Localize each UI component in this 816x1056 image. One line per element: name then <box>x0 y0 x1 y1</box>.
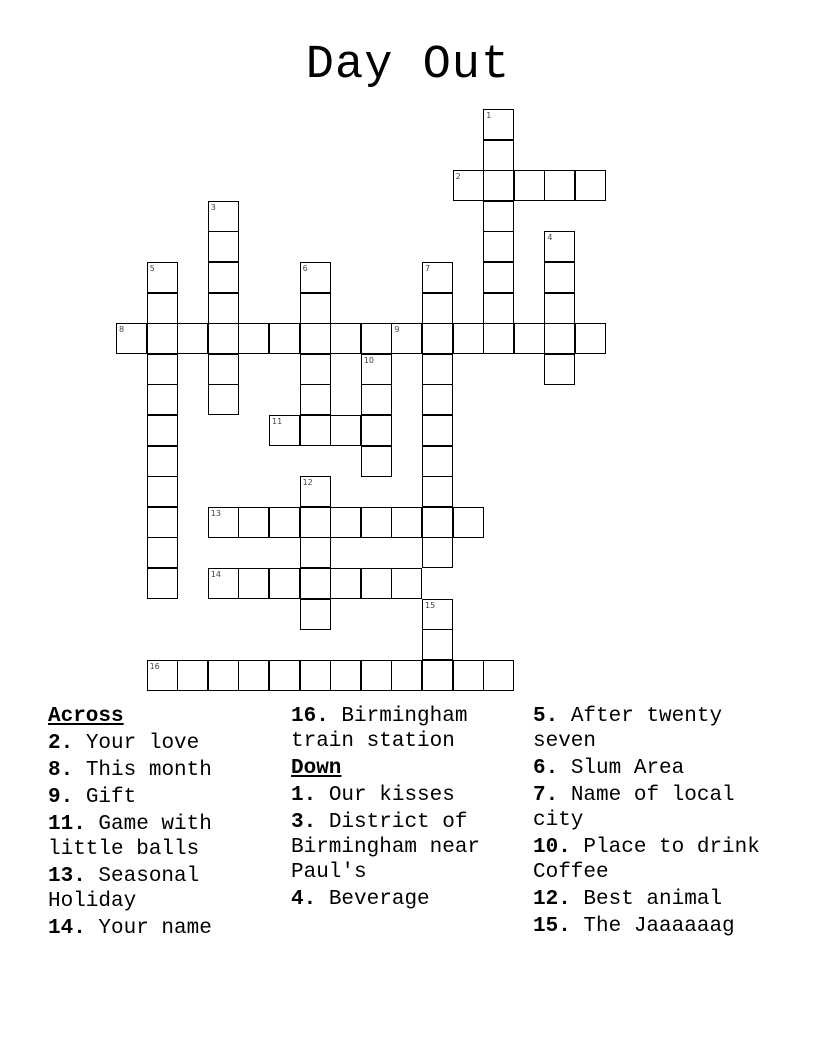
grid-cell[interactable] <box>361 446 392 477</box>
clue-text: This month <box>85 759 212 782</box>
down-clue-7 <box>533 783 773 833</box>
clue-text: Our kisses <box>328 784 455 807</box>
grid-cell[interactable] <box>422 629 453 660</box>
clue-text: District of Birmingham near Paul's <box>291 811 481 884</box>
grid-cell[interactable] <box>147 384 178 415</box>
clue-number: 3. <box>291 811 317 834</box>
grid-cell[interactable] <box>483 170 514 201</box>
grid-cell[interactable] <box>453 660 484 691</box>
clue-number: 9. <box>48 786 74 809</box>
down-clue-15 <box>533 914 773 939</box>
cell-number: 10 <box>363 355 374 365</box>
cell-number: 8 <box>119 325 125 335</box>
down-clue-4 <box>291 887 531 912</box>
clue-text: Slum Area <box>570 757 685 780</box>
clue-text: Name of local city <box>533 784 735 832</box>
grid-cell[interactable] <box>483 262 514 293</box>
grid-cell[interactable] <box>208 323 239 354</box>
clue-number: 15. <box>533 915 571 938</box>
grid-cell[interactable] <box>575 170 606 201</box>
grid-cell[interactable] <box>238 660 269 691</box>
grid-cell[interactable] <box>147 262 178 293</box>
cell-number: 4 <box>547 233 553 243</box>
clue-text: Your name <box>98 917 212 940</box>
cell-number: 15 <box>425 600 436 610</box>
clue-number: 6. <box>533 757 559 780</box>
cell-number: 2 <box>455 172 461 182</box>
cell-number: 16 <box>149 661 160 671</box>
down-clue-5 <box>533 704 773 754</box>
puzzle-title: Day Out <box>305 39 511 92</box>
clue-number: 11. <box>48 813 86 836</box>
grid-cell[interactable] <box>544 231 575 262</box>
grid-cell[interactable] <box>300 537 331 568</box>
down-clue-3 <box>291 810 531 885</box>
clue-number: 1. <box>291 784 317 807</box>
grid-cell[interactable] <box>208 262 239 293</box>
grid-cell[interactable] <box>391 568 422 599</box>
grid-cell[interactable] <box>422 323 453 354</box>
grid-cell[interactable] <box>269 660 300 691</box>
grid-cell[interactable] <box>361 323 392 354</box>
cell-number: 13 <box>210 508 221 518</box>
grid-cell[interactable] <box>422 415 453 446</box>
grid-cell[interactable] <box>116 323 147 354</box>
grid-cell[interactable] <box>422 354 453 385</box>
cell-number: 1 <box>486 111 492 120</box>
grid-cell[interactable] <box>422 446 453 477</box>
clue-number: 16. <box>291 705 329 728</box>
grid-cell[interactable] <box>269 415 300 446</box>
clue-number: 7. <box>533 784 559 807</box>
grid-cell[interactable] <box>422 262 453 293</box>
grid-cell[interactable] <box>544 293 575 324</box>
grid-cell[interactable] <box>208 293 239 324</box>
across-heading: Across <box>48 705 124 728</box>
clue-number: 10. <box>533 836 571 859</box>
clue-text: Place to drink Coffee <box>533 836 760 884</box>
down-heading: Down <box>291 757 342 780</box>
grid-cell[interactable] <box>422 507 453 538</box>
grid-cell[interactable] <box>330 323 361 354</box>
grid-cell[interactable] <box>300 507 331 538</box>
grid-cell[interactable] <box>300 599 331 630</box>
grid-cell[interactable] <box>147 293 178 324</box>
clue-number: 12. <box>533 888 571 911</box>
grid-cell[interactable] <box>147 660 178 691</box>
cell-number: 6 <box>302 264 308 273</box>
clues-column-1 <box>48 704 288 941</box>
clue-text: Best animal <box>583 888 723 911</box>
grid-cell[interactable] <box>453 170 484 201</box>
grid-cell[interactable] <box>361 660 392 691</box>
grid-cell[interactable] <box>238 568 269 599</box>
grid-cell[interactable] <box>269 568 300 599</box>
clue-text: Gift <box>85 786 137 809</box>
clue-number: 8. <box>48 759 74 782</box>
clue-number: 4. <box>291 888 317 911</box>
grid-cell[interactable] <box>483 140 514 171</box>
grid-cell[interactable] <box>483 323 514 354</box>
across-clue-11 <box>48 812 288 862</box>
grid-cell[interactable] <box>453 323 484 354</box>
cell-number: 5 <box>149 264 155 273</box>
grid-cell[interactable] <box>483 109 514 140</box>
grid-cell[interactable] <box>300 293 331 324</box>
cell-number: 3 <box>210 202 216 212</box>
grid-cell[interactable] <box>483 231 514 262</box>
across-clue-13 <box>48 864 288 914</box>
grid-cell[interactable] <box>208 231 239 262</box>
grid-cell[interactable] <box>391 507 422 538</box>
grid-cell[interactable] <box>208 507 239 538</box>
grid-cell[interactable] <box>300 384 331 415</box>
clue-text: Your love <box>85 732 200 755</box>
grid-cell[interactable] <box>147 476 178 507</box>
grid-cell[interactable] <box>330 415 361 446</box>
grid-cell[interactable] <box>422 293 453 324</box>
cell-number: 7 <box>425 264 431 273</box>
grid-cell[interactable] <box>177 323 208 354</box>
clue-text: Birmingham train station <box>291 705 468 753</box>
cell-number: 12 <box>302 478 313 488</box>
across-clue-9 <box>48 785 288 810</box>
across-clue-8 <box>48 758 288 783</box>
down-clue-12 <box>533 887 773 912</box>
grid-cell[interactable] <box>147 446 178 477</box>
across-clue-14 <box>48 916 288 941</box>
grid-cell[interactable] <box>330 660 361 691</box>
grid-cell[interactable] <box>147 507 178 538</box>
grid-cell[interactable] <box>208 354 239 385</box>
grid-cell[interactable] <box>544 170 575 201</box>
grid-cell[interactable] <box>483 660 514 691</box>
across-clue-2 <box>48 731 288 756</box>
grid-cell[interactable] <box>300 323 331 354</box>
grid-cell[interactable] <box>238 323 269 354</box>
grid-cell[interactable] <box>514 323 545 354</box>
down-clue-1 <box>291 783 531 808</box>
grid-cell[interactable] <box>300 476 331 507</box>
grid-cell[interactable] <box>422 476 453 507</box>
clue-text: The Jaaaaaag <box>583 915 735 938</box>
cell-number: 9 <box>394 325 400 335</box>
cell-number: 14 <box>210 570 221 579</box>
grid-cell[interactable] <box>453 507 484 538</box>
grid-cell[interactable] <box>361 384 392 415</box>
grid-cell[interactable] <box>300 568 331 599</box>
cell-number: 11 <box>272 417 283 426</box>
grid-cell[interactable] <box>544 323 575 354</box>
grid-cell[interactable] <box>300 415 331 446</box>
clues-column-3 <box>533 704 773 954</box>
grid-cell[interactable] <box>147 323 178 354</box>
clue-text: Game with little balls <box>48 813 212 861</box>
grid-cell[interactable] <box>208 660 239 691</box>
clue-text: After twenty seven <box>533 705 723 753</box>
grid-cell[interactable] <box>300 354 331 385</box>
grid-cell[interactable] <box>483 201 514 232</box>
grid-cell[interactable] <box>575 323 606 354</box>
grid-cell[interactable] <box>208 201 239 232</box>
grid-cell[interactable] <box>361 507 392 538</box>
clue-number: 5. <box>533 705 559 728</box>
grid-cell[interactable] <box>483 293 514 324</box>
grid-cell[interactable] <box>361 354 392 385</box>
clue-number: 13. <box>48 865 86 888</box>
grid-cell[interactable] <box>300 262 331 293</box>
grid-cell[interactable] <box>361 415 392 446</box>
clue-number: 2. <box>48 732 74 755</box>
grid-cell[interactable] <box>391 660 422 691</box>
grid-cell[interactable] <box>544 262 575 293</box>
grid-cell[interactable] <box>422 537 453 568</box>
grid-cell[interactable] <box>330 507 361 538</box>
grid-cell[interactable] <box>361 568 392 599</box>
grid-cell[interactable] <box>544 354 575 385</box>
clue-text: Seasonal Holiday <box>48 865 200 913</box>
down-clue-6 <box>533 756 773 781</box>
grid-cell[interactable] <box>208 568 239 599</box>
clue-number: 14. <box>48 917 86 940</box>
grid-cell[interactable] <box>147 354 178 385</box>
grid-cell[interactable] <box>147 415 178 446</box>
clues-column-2 <box>291 704 531 912</box>
grid-cell[interactable] <box>514 170 545 201</box>
grid-cell[interactable] <box>147 537 178 568</box>
grid-cell[interactable] <box>300 660 331 691</box>
grid-cell[interactable] <box>422 660 453 691</box>
grid-cell[interactable] <box>147 568 178 599</box>
grid-cell[interactable] <box>422 599 453 630</box>
grid-cell[interactable] <box>177 660 208 691</box>
down-clue-10 <box>533 835 773 885</box>
across-clue-16 <box>291 704 531 754</box>
grid-cell[interactable] <box>269 323 300 354</box>
clue-text: Beverage <box>328 888 430 911</box>
grid-cell[interactable] <box>422 384 453 415</box>
grid-cell[interactable] <box>269 507 300 538</box>
grid-cell[interactable] <box>238 507 269 538</box>
grid-cell[interactable] <box>391 323 422 354</box>
grid-cell[interactable] <box>208 384 239 415</box>
grid-cell[interactable] <box>330 568 361 599</box>
